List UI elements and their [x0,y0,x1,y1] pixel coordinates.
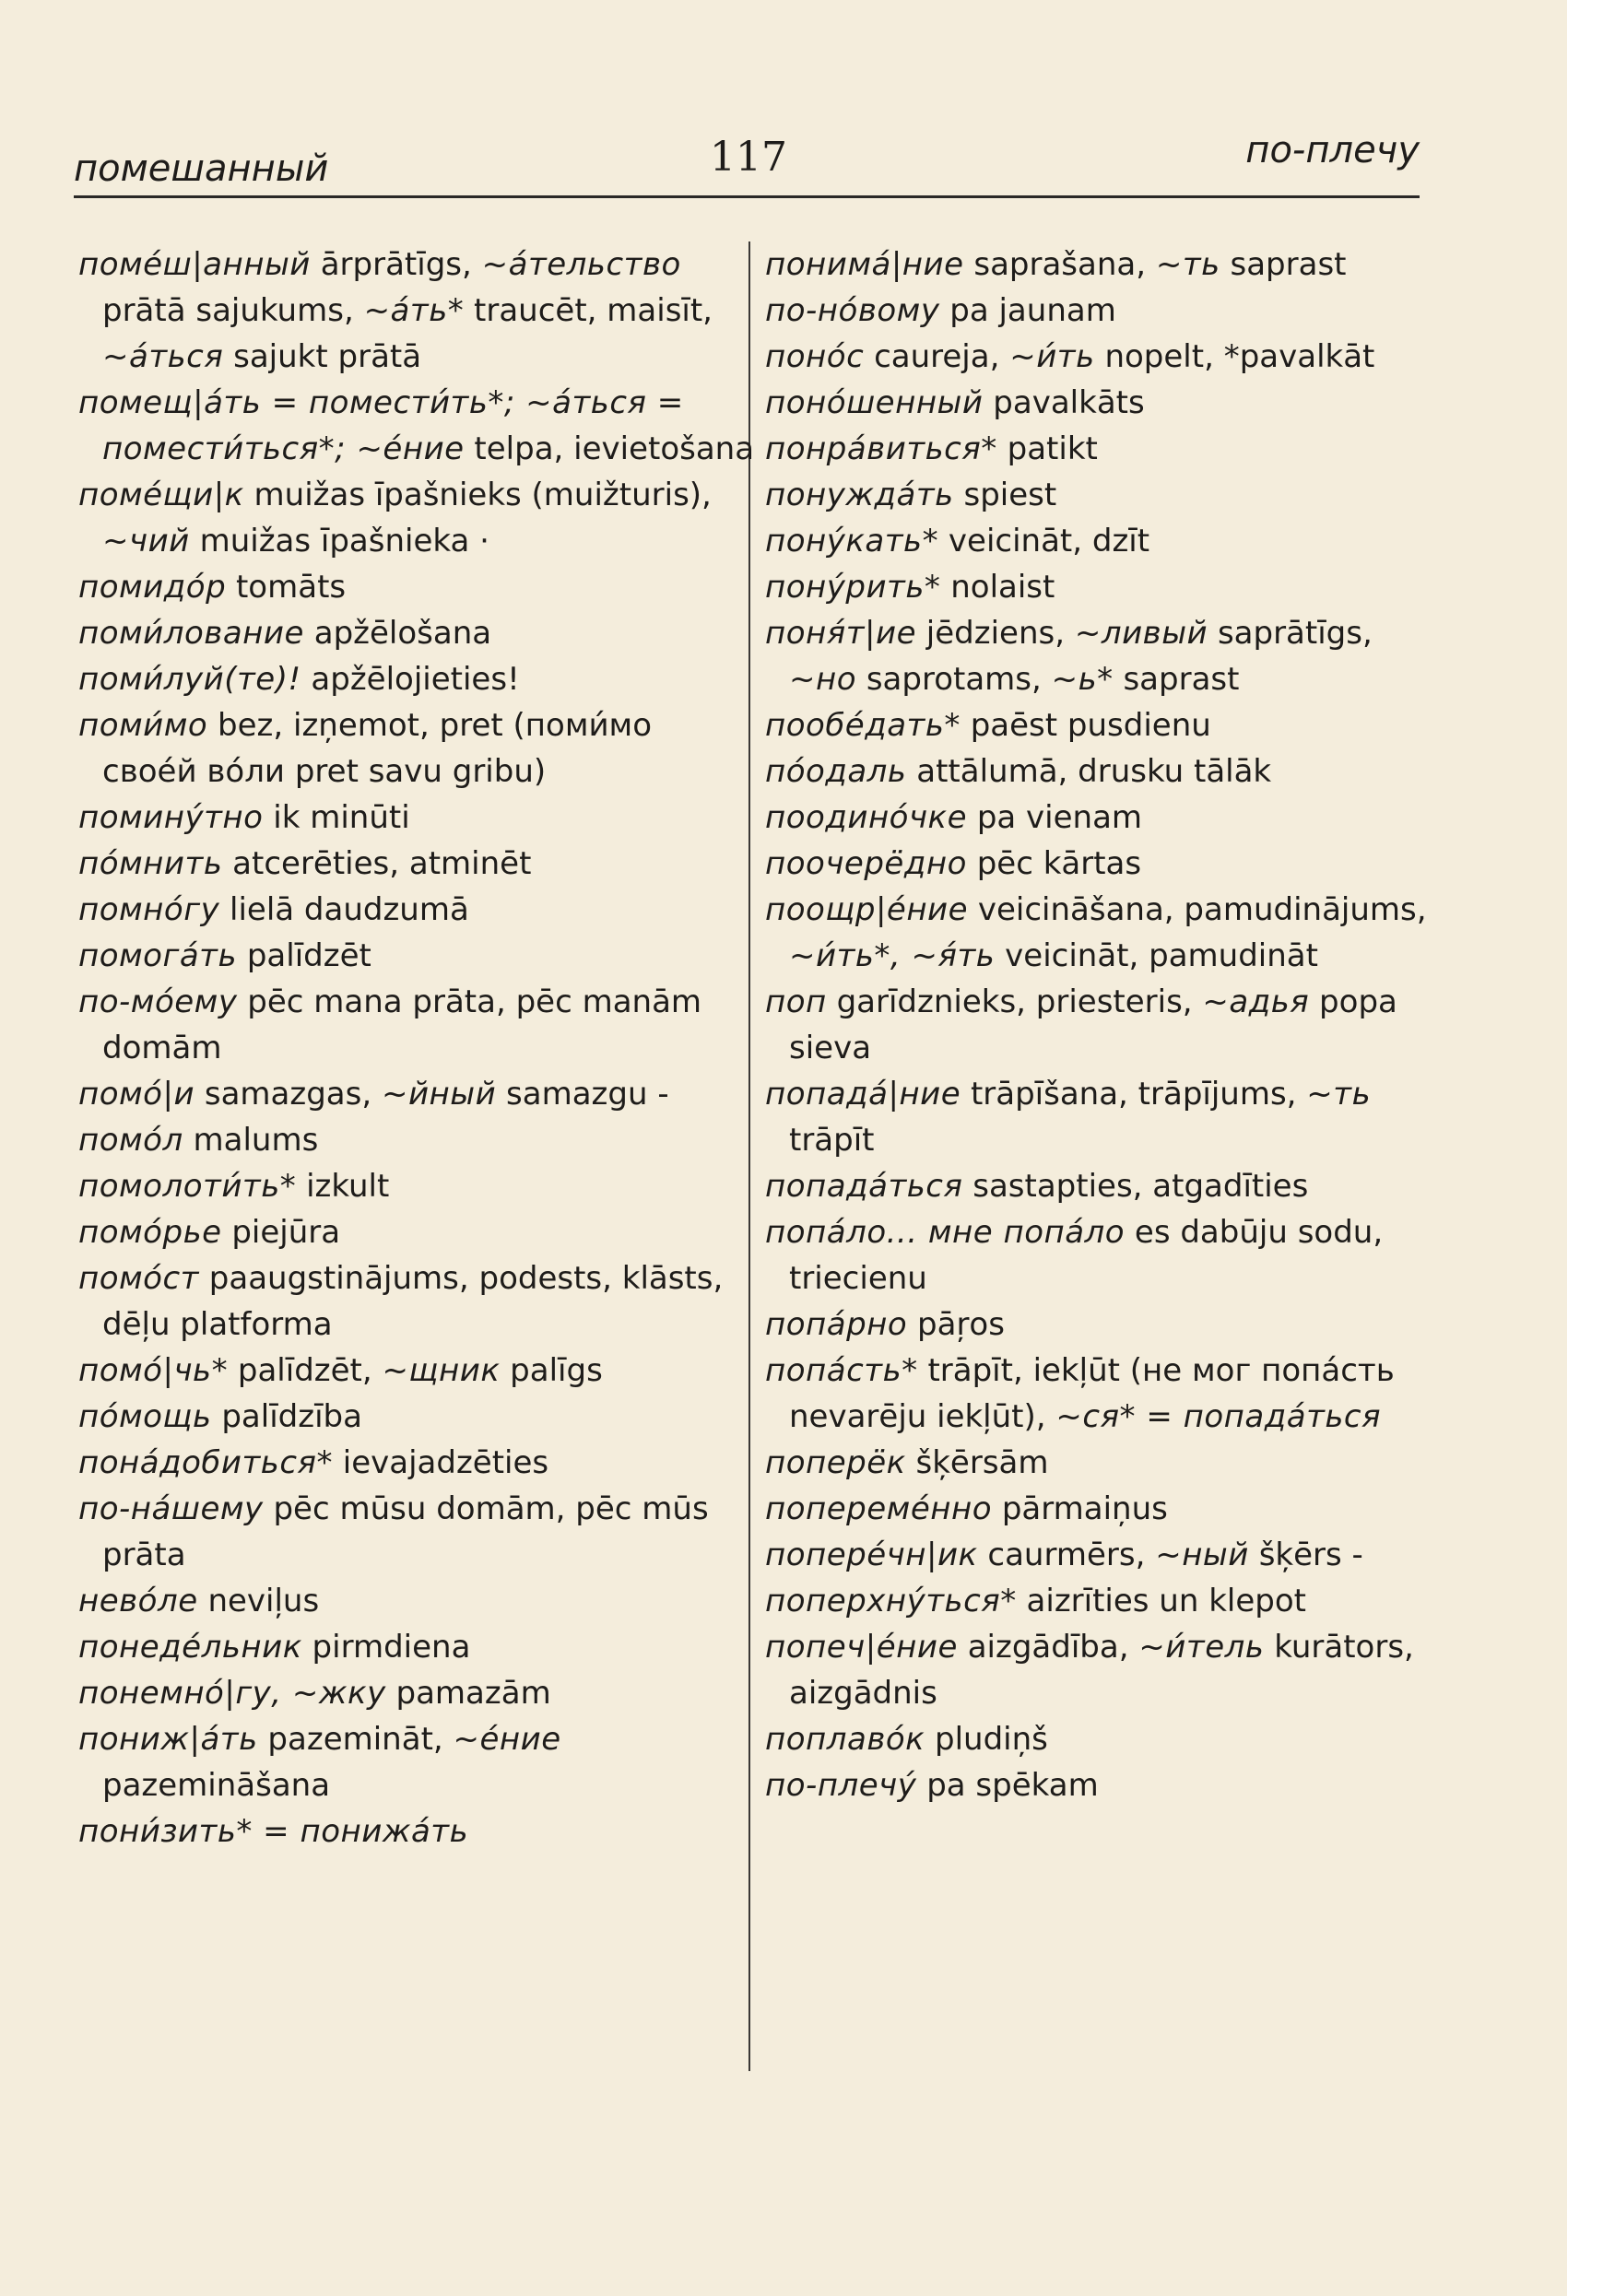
russian-headword: помога́ть [78,937,238,974]
header-rule [74,195,1420,198]
russian-headword: поочерёдно [765,845,967,882]
latvian-translation: nolaist [940,569,1055,606]
russian-headword: поми́лование [78,615,304,652]
russian-headword: помо́рье [78,1214,222,1251]
russian-headword: попа́сть* [765,1352,918,1389]
dictionary-entry [78,1440,756,1486]
latvian-translation: jēdziens, [916,615,1075,652]
russian-headword: по́одаль [765,753,907,790]
russian-headword: поперёк [765,1444,906,1481]
russian-headword: ~а́ть* [363,292,465,329]
dictionary-entry [78,241,756,380]
latvian-translation: trāpīt, iekļūt ( [917,1352,1143,1389]
dictionary-entry [765,979,1447,1071]
dictionary-entry [765,518,1447,564]
latvian-translation: muižas īpašnieka · [189,523,489,559]
latvian-translation: piejūra [221,1214,341,1251]
russian-headword: попеч|е́ние [765,1629,958,1666]
latvian-translation: saprotams, [856,661,1052,698]
russian-headword: ~ливый [1074,615,1208,652]
dictionary-entry [78,1808,756,1854]
latvian-translation: pirmdiena [301,1629,471,1666]
russian-headword: пониж|а́ть [78,1721,258,1758]
dictionary-entry [78,933,756,979]
dictionary-entry [78,1117,756,1163]
russian-headword: поодино́чке [765,799,968,836]
russian-headword: ~ть [1306,1076,1372,1113]
latvian-translation: attālumā, drusku tālāk [906,753,1272,790]
russian-headword: ~и́ть [1009,338,1095,375]
russian-headword: помидо́р [78,569,227,606]
dictionary-entry [765,748,1447,795]
latvian-translation: aizgādība, [957,1629,1139,1666]
dictionary-entry [765,1486,1447,1532]
dictionary-entry [765,334,1447,380]
latvian-translation: trāpīšana, trāpījums, [961,1076,1307,1113]
dictionary-entry [78,1624,756,1670]
latvian-translation: lielā daudzumā [219,891,469,928]
russian-headword: попада́ться [765,1168,963,1205]
dictionary-entry [78,1255,756,1348]
latvian-translation: apžēlojieties! [301,661,520,698]
dictionary-entry [78,1394,756,1440]
russian-headword: ~ть [1155,246,1220,283]
latvian-translation: pāŗos [907,1306,1005,1343]
latvian-translation: sastapties, atgadīties [962,1168,1309,1205]
russian-headword: пообе́дать* [765,707,961,744]
dictionary-entry [765,1301,1447,1348]
latvian-translation: palīgs [500,1352,603,1389]
russian-headword: по-на́шему [78,1490,264,1527]
dictionary-entry [765,1578,1447,1624]
latvian-translation: ievajadzēties [332,1444,549,1481]
latvian-translation: samazgas, [194,1076,382,1113]
russian-headword: ~ный [1155,1537,1249,1573]
russian-headword: помолоти́ть* [78,1168,297,1205]
russian-headword: понужда́ть [765,477,954,513]
russian-headword: попере́чн|ик [765,1537,978,1573]
latvian-translation: pa vienam [967,799,1143,836]
latvian-translation: samazgu - [496,1076,669,1113]
dictionary-entry [78,702,756,795]
dictionary-entry [78,656,756,702]
dictionary-entry [765,1624,1447,1716]
dictionary-entry [765,1532,1447,1578]
russian-headword: понеде́льник [78,1629,302,1666]
russian-headword: помину́тно [78,799,264,836]
russian-headword: поно́шенный [765,384,984,421]
latvian-translation: pa spēkam [916,1767,1099,1804]
russian-headword: ~е́ние [453,1721,561,1758]
latvian-translation: pazemināt, [257,1721,454,1758]
latvian-translation: aizrīties un klepot [1016,1583,1306,1619]
latvian-translation: caureja, [864,338,1010,375]
dictionary-entry [765,1762,1447,1808]
latvian-translation: šķērs - [1248,1537,1363,1573]
dictionary-entry [765,1209,1447,1301]
dictionary-entry [78,1716,756,1808]
latvian-translation: pret savu gribu) [285,753,547,790]
latvian-translation: nopelt, *pavalkāt [1094,338,1375,375]
latvian-translation: palīdzēt, [228,1352,383,1389]
russian-headword: ~адья [1202,983,1310,1020]
russian-headword: поплаво́к [765,1721,925,1758]
russian-headword: понра́виться* [765,430,997,467]
latvian-translation: pazemināšana [102,1767,331,1804]
russian-headword: ~ь* [1051,661,1114,698]
russian-headword: ~и́тель [1138,1629,1265,1666]
latvian-translation: pludiņš [925,1721,1048,1758]
russian-headword: ~чий [102,523,190,559]
russian-headword: ~и́ть*, ~я́ть [789,937,996,974]
russian-headword: по-мо́ему [78,983,238,1020]
dictionary-entry [78,1071,756,1117]
latvian-translation: neviļus [197,1583,320,1619]
russian-headword: ~а́тельство [481,246,681,283]
page-number: 117 [710,134,787,181]
latvian-translation: muižas īpašnieks (muižturis), [243,477,712,513]
russian-headword: поперхну́ться* [765,1583,1017,1619]
latvian-translation: spiest [953,477,1057,513]
dictionary-entry [765,1440,1447,1486]
dictionary-entry [765,1348,1447,1440]
latvian-translation: patikt [996,430,1098,467]
russian-headword: пона́добиться* [78,1444,333,1481]
russian-headword: попереме́нно [765,1490,993,1527]
latvian-translation: veicināt, dzīt [938,523,1150,559]
dictionary-entry [78,887,756,933]
latvian-translation: popa sieva [789,983,1397,1066]
russian-headword: пону́кать* [765,523,939,559]
russian-headword: ~а́ться [102,338,224,375]
left-column [78,241,756,1854]
latvian-translation: palīdzēt [237,937,371,974]
latvian-translation: pavalkāts [983,384,1145,421]
russian-headword: ~но [789,661,857,698]
latvian-translation: pēc mana prāta, pēc manām domām [102,983,702,1066]
russian-headword: ~щник [382,1352,501,1389]
russian-headword: поно́с [765,338,865,375]
latvian-translation: malums [183,1122,319,1159]
dictionary-entry [78,610,756,656]
latvian-translation: es dabūju sodu, triecienu [789,1214,1384,1297]
dictionary-entry [765,564,1447,610]
dictionary-entry [765,795,1447,841]
latvian-translation: tomāts [226,569,347,606]
russian-headword: пони́зить* = понижа́ть [78,1813,469,1850]
russian-headword: поме́ш|анный [78,246,311,283]
dictionary-entry [765,426,1447,472]
russian-headword: помещ|а́ть = помести́ть*; ~а́ться = помести́ться*; ~е́ние [78,384,684,467]
latvian-translation: šķērsām [905,1444,1049,1481]
russian-headword: ~ся* = попада́ться [1055,1398,1382,1435]
latvian-translation: ik minūti [263,799,410,836]
russian-headword: по-но́вому [765,292,940,329]
latvian-translation: saprātīgs, [1208,615,1373,652]
dictionary-entry [78,380,756,472]
russian-headword: понемно́|гу, ~жку [78,1675,386,1712]
russian-example: не мог попа́сть [1142,1352,1395,1389]
dictionary-entry [78,979,756,1071]
russian-headword: пону́рить* [765,569,941,606]
dictionary-entry [78,1163,756,1209]
latvian-translation: garīdznieks, priesteris, [826,983,1203,1020]
latvian-translation: sajukt prātā [223,338,422,375]
russian-headword: попа́рно [765,1306,908,1343]
dictionary-entry [765,702,1447,748]
header-first-word: помешанный [74,147,329,190]
latvian-translation: palīdzība [211,1398,362,1435]
russian-headword: попада́|ние [765,1076,961,1113]
latvian-translation: caurmērs, [977,1537,1156,1573]
dictionary-entry [765,610,1447,702]
latvian-translation: nevarēju iekļūt), [789,1398,1056,1435]
russian-headword: по-плечу́ [765,1767,917,1804]
russian-headword: поощр|е́ние [765,891,969,928]
russian-headword: по́мнить [78,845,223,882]
russian-headword: помо́|чь* [78,1352,229,1389]
russian-headword: ~йный [381,1076,497,1113]
dictionary-entry [765,1163,1447,1209]
latvian-translation: veicināt, pamudināt [995,937,1318,974]
dictionary-entry [78,1348,756,1394]
latvian-translation: trāpīt [789,1122,875,1159]
russian-headword: поми́мо [78,707,208,744]
header-last-word: по-плечу [1245,129,1420,171]
latvian-translation: saprast [1220,246,1347,283]
russian-headword: поня́т|ие [765,615,916,652]
russian-headword: нево́ле [78,1583,198,1619]
dictionary-entry [78,1670,756,1716]
dictionary-entry [765,241,1447,288]
dictionary-entry [765,1716,1447,1762]
latvian-translation: traucēt, maisīt, [464,292,713,329]
latvian-translation: paēst pusdienu [960,707,1211,744]
latvian-translation: ārprātīgs, [310,246,482,283]
latvian-translation: apžēlošana [303,615,492,652]
latvian-translation: saprašana, [963,246,1156,283]
dictionary-entry [78,564,756,610]
latvian-translation: telpa, ievietošana [464,430,755,467]
latvian-translation: pēc kārtas [966,845,1142,882]
russian-example: поми́мо свое́й во́ли [102,707,653,790]
latvian-translation: izkult [296,1168,390,1205]
latvian-translation: pa jaunam [939,292,1116,329]
russian-headword: по́мощь [78,1398,212,1435]
latvian-translation: pēc mūsu domām, pēc mūs prāta [102,1490,709,1573]
dictionary-entry [78,841,756,887]
latvian-translation: prātā sajukums, [102,292,364,329]
latvian-translation: saprast [1113,661,1240,698]
dictionary-entry [78,1486,756,1578]
latvian-translation: bez, izņemot, pret ( [207,707,525,744]
russian-headword: помно́гу [78,891,220,928]
russian-headword: понима́|ние [765,246,964,283]
latvian-translation: pārmaiņus [992,1490,1168,1527]
russian-headword: помо́л [78,1122,183,1159]
latvian-translation: kurātors, aizgādnis [789,1629,1414,1712]
dictionary-entry [78,1578,756,1624]
dictionary-entry [765,841,1447,887]
dictionary-entry [765,1071,1447,1163]
russian-headword: помо́ст [78,1260,199,1297]
latvian-translation: pamazām [385,1675,551,1712]
latvian-translation: paaugstinājums, podests, klāsts, dēļu platforma [102,1260,724,1343]
scan-margin [1567,0,1603,2296]
russian-headword: помо́|и [78,1076,195,1113]
page-header [74,129,1420,194]
russian-headword: поп [765,983,827,1020]
latvian-translation: atcerēties, atminēt [222,845,532,882]
dictionary-entry [765,472,1447,518]
dictionary-entry [765,288,1447,334]
right-column [765,241,1447,1808]
dictionary-entry [765,380,1447,426]
russian-headword: поме́щи|к [78,477,244,513]
russian-headword: поми́луй(те)! [78,661,301,698]
russian-headword: попа́ло... мне попа́ло [765,1214,1126,1251]
latvian-translation: veicināšana, pamudinājums, [968,891,1427,928]
dictionary-entry [78,795,756,841]
dictionary-entry [78,1209,756,1255]
dictionary-entry [78,472,756,564]
dictionary-entry [765,887,1447,979]
